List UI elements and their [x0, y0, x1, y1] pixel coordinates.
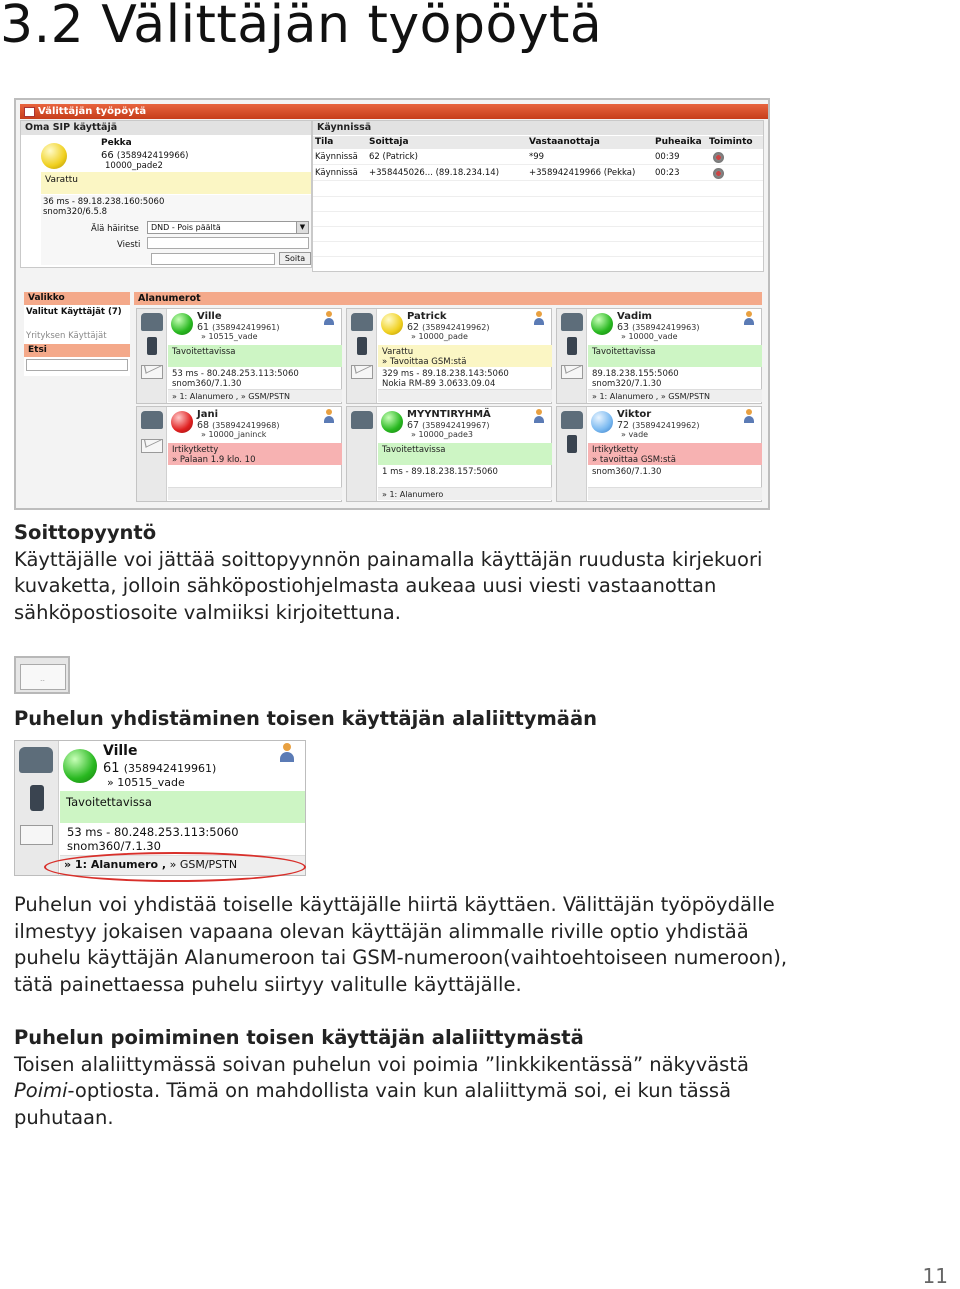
page-number: 11 [922, 1264, 948, 1288]
own-sip-panel [20, 120, 312, 268]
status-green-icon [591, 313, 613, 335]
mobile-phone-icon [30, 785, 44, 811]
envelope-icon[interactable] [561, 365, 583, 379]
card-info [592, 467, 661, 477]
row-puheaika: 00:23 [655, 168, 680, 178]
paragraph-line [14, 1078, 904, 1105]
card-info1: 1 ms - 89.18.238.157:5060 [382, 467, 498, 477]
card-gsm: (358942419968) [212, 421, 280, 430]
card-transfer-links[interactable]: » 1: Alanumero [378, 487, 552, 500]
card-info1: snom360/7.1.30 [592, 467, 662, 477]
card-name: Vadim [617, 311, 652, 322]
card-gsm: (358942419963) [632, 323, 700, 332]
card-sidebar [557, 407, 587, 501]
user-icon [533, 409, 545, 423]
desk-phone-icon[interactable] [561, 313, 583, 331]
mobile-phone-icon[interactable] [567, 337, 577, 355]
own-sip-header: Oma SIP käyttäjä [21, 121, 311, 135]
card-transfer-links[interactable] [378, 389, 552, 402]
card-status-band [168, 345, 342, 367]
section-title: Puhelun yhdistäminen toisen käyttäjän alaliittymään [14, 707, 598, 730]
dnd-label: Älä häiritse [91, 224, 139, 234]
mobile-phone-icon[interactable] [357, 337, 367, 355]
card-sidebar [137, 407, 167, 501]
card-status2: » tavoittaa GSM:stä [592, 455, 676, 465]
running-table-header [313, 136, 763, 149]
card-info [382, 467, 498, 477]
envelope-icon[interactable] [351, 365, 373, 379]
card-status-band [60, 791, 305, 823]
card-ext: » 10515_vade [107, 776, 185, 789]
divider [313, 211, 763, 212]
card-transfer-links[interactable]: » 1: Alanumero , » GSM/PSTN [168, 389, 342, 402]
paragraph-line: Toisen alaliittymässä soivan puhelun voi poimia ”linkkikentässä” näkyvästä [14, 1052, 749, 1076]
call-number-input[interactable] [151, 253, 275, 265]
search-header: Etsi [24, 344, 130, 357]
card-name: Patrick [407, 311, 447, 322]
own-user-name: Pekka [101, 138, 132, 148]
card-status: Irtikytketty [592, 445, 639, 455]
message-input[interactable] [147, 237, 309, 249]
section-call-request [14, 520, 904, 626]
card-status-band [588, 443, 762, 465]
envelope-icon [14, 656, 70, 694]
envelope-icon[interactable] [141, 439, 163, 453]
paragraph-line: puhelu käyttäjän Alanumeroon tai GSM-numeroon(vaihtoehtoiseen numeroon), [14, 946, 788, 969]
transfer-link-subnumber: » 1: Alanumero , [64, 858, 167, 871]
subnumbers-header: Alanumerot [134, 292, 762, 305]
row-soittaja: 62 (Patrick) [369, 152, 418, 162]
desk-phone-icon [19, 747, 53, 773]
status-red-icon [171, 411, 193, 433]
section-title: Soittopyyntö [14, 521, 157, 544]
own-status: Varattu [45, 175, 78, 185]
card-info [172, 369, 299, 389]
card-info [382, 369, 509, 389]
gear-icon[interactable] [713, 152, 724, 163]
emphasis-poimi: Poimi [14, 1079, 68, 1102]
card-number-value: 63 [617, 322, 630, 333]
window-title-bar [20, 104, 768, 119]
own-status-band [41, 172, 311, 194]
col-toiminto: Toiminto [709, 137, 753, 147]
message-label: Viesti [117, 240, 141, 250]
card-ext: » 10000_vade [621, 332, 678, 341]
dnd-select[interactable] [147, 221, 309, 234]
divider [313, 196, 763, 197]
card-name: MYYNTIRYHMÄ [407, 409, 491, 420]
card-sidebar [137, 309, 167, 403]
desk-phone-icon[interactable] [141, 313, 163, 331]
card-info1: 53 ms - 80.248.253.113:5060 [67, 825, 239, 839]
card-sidebar [347, 407, 377, 501]
card-status-band [378, 443, 552, 465]
card-status2: » Palaan 1.9 klo. 10 [172, 455, 256, 465]
own-number-value: 66 [101, 150, 114, 161]
gear-icon[interactable] [713, 168, 724, 179]
section-pickup [14, 1025, 904, 1131]
status-blue-icon [591, 411, 613, 433]
divider [313, 226, 763, 227]
status-green-icon [63, 749, 97, 783]
row-vastaanottaja: +358942419966 (Pekka) [529, 168, 636, 178]
card-ext: » 10000_janinck [201, 430, 267, 439]
card-number [103, 761, 216, 776]
user-card-patrick[interactable] [346, 308, 552, 404]
menu-header: Valikko [24, 292, 130, 305]
status-yellow-icon [41, 143, 67, 169]
table-row [313, 150, 763, 165]
card-status: Varattu [382, 347, 414, 357]
card-number-value: 68 [197, 420, 210, 431]
paragraph-line: tätä painettaessa puhelu siirtyy valitulle käyttäjälle. [14, 972, 522, 996]
paragraph-line: puhutaan. [14, 1105, 114, 1129]
envelope-icon[interactable] [141, 365, 163, 379]
card-gsm: (358942419961) [212, 323, 280, 332]
transfer-link-gsm: » GSM/PSTN [169, 858, 238, 871]
mobile-phone-icon[interactable] [147, 337, 157, 355]
user-icon [279, 743, 295, 763]
card-info2: Nokia RM-89 3.0633.09.04 [382, 379, 496, 389]
paragraph-line: Puhelun voi yhdistää toiselle käyttäjälle hiirtä käyttäen. Välittäjän työpöydälle [14, 893, 775, 916]
status-green-icon [171, 313, 193, 335]
card-status-band [168, 443, 342, 465]
user-card-viktor[interactable] [556, 406, 762, 502]
card-number-value: 72 [617, 420, 630, 431]
user-icon [743, 311, 755, 325]
card-ext: » 10515_vade [201, 332, 258, 341]
desk-phone-icon[interactable] [351, 411, 373, 429]
dispatcher-desktop-screenshot [14, 98, 770, 510]
own-gsm-value: (358942419966) [116, 151, 189, 161]
user-icon-head [283, 743, 291, 751]
paragraph-line: ilmestyy jokaisen vapaana olevan käyttäjän alimmalle riville optio yhdistää [14, 919, 749, 943]
menu-company-users[interactable]: Yrityksen Käyttäjät [26, 331, 107, 341]
user-card-vadim[interactable] [556, 308, 762, 404]
search-input[interactable] [26, 359, 128, 371]
status-yellow-icon [381, 313, 403, 335]
user-card-jani[interactable] [136, 406, 342, 502]
user-card-myyntiryhma[interactable] [346, 406, 552, 502]
page-heading: 3.2 Välittäjän työpöytä [0, 0, 603, 55]
section-transfer-text [14, 892, 904, 998]
card-ext: » vade [621, 430, 649, 439]
user-icon [323, 311, 335, 325]
paragraph-line-rest: -optiosta. Tämä on mahdollista vain kun alaliittymä soi, ei kun tässä [67, 1079, 732, 1102]
row-tila: Käynnissä [315, 152, 358, 162]
card-status: Tavoitettavissa [66, 795, 152, 809]
card-ext: » 10000_pade [411, 332, 468, 341]
card-status: Irtikytketty [172, 445, 219, 455]
col-soittaja: Soittaja [369, 137, 409, 147]
row-tila: Käynnissä [315, 168, 358, 178]
card-info2: snom320/7.1.30 [592, 379, 662, 389]
card-number-value: 67 [407, 420, 420, 431]
call-button[interactable]: Soita [279, 252, 311, 265]
card-transfer-links[interactable] [168, 487, 342, 500]
own-conn-line2: snom320/6.5.8 [43, 207, 108, 217]
card-gsm: (358942419962) [422, 323, 490, 332]
divider [313, 256, 763, 257]
paragraph-line: Käyttäjälle voi jättää soittopyynnön painamalla käyttäjän ruudusta kirjekuori [14, 547, 763, 571]
card-gsm: (358942419967) [422, 421, 490, 430]
card-number-value: 62 [407, 322, 420, 333]
user-card-ville[interactable] [136, 308, 342, 404]
window-title: Välittäjän työpöytä [38, 106, 147, 117]
dnd-select-value: DND - Pois päältä [151, 223, 221, 232]
highlight-oval [44, 852, 306, 882]
card-status2: » Tavoittaa GSM:stä [382, 357, 467, 367]
card-info1: 329 ms - 89.18.238.143:5060 [382, 369, 509, 379]
col-vastaanottaja: Vastaanottaja [529, 137, 600, 147]
own-conn-line1: 36 ms - 89.18.238.160:5060 [43, 197, 165, 207]
mobile-phone-icon[interactable] [567, 435, 577, 453]
card-info1: 89.18.238.155:5060 [592, 369, 679, 379]
paragraph-line: sähköpostiosoite valmiiksi kirjoitettuna. [14, 600, 401, 624]
desk-phone-icon[interactable] [351, 313, 373, 331]
card-gsm: (358942419961) [123, 762, 217, 775]
user-icon-body [280, 752, 294, 762]
card-transfer-links[interactable]: » 1: Alanumero , » GSM/PSTN [588, 389, 762, 402]
card-info [592, 369, 679, 389]
card-sidebar [347, 309, 377, 403]
card-name: Ville [103, 743, 138, 759]
desk-phone-icon[interactable] [561, 411, 583, 429]
card-gsm: (358942419962) [632, 421, 700, 430]
card-status: Tavoitettavissa [592, 347, 656, 357]
menu-selected-users[interactable]: Valitut Käyttäjät (7) [26, 307, 122, 317]
paragraph-line: kuvaketta, jolloin sähköpostiohjelmasta aukeaa uusi viesti vastaanottan [14, 574, 717, 597]
card-info1: 53 ms - 80.248.253.113:5060 [172, 369, 299, 379]
user-icon [743, 409, 755, 423]
col-tila: Tila [315, 137, 334, 147]
card-number-value: 61 [103, 761, 120, 776]
divider [313, 241, 763, 242]
card-name: Ville [197, 311, 222, 322]
table-row [313, 166, 763, 181]
card-name: Viktor [617, 409, 652, 420]
card-ext: » 10000_pade3 [411, 430, 473, 439]
chevron-down-icon: ▼ [296, 222, 308, 233]
card-info2: snom360/7.1.30 [67, 839, 161, 853]
row-soittaja: +358445026... (89.18.234.14) [369, 168, 500, 178]
card-status-band [378, 345, 552, 367]
user-icon [323, 409, 335, 423]
card-status: Tavoitettavissa [172, 347, 236, 357]
card-sidebar [15, 741, 59, 875]
own-user-ext: 10000_pade2 [105, 161, 163, 171]
card-number-value: 61 [197, 322, 210, 333]
envelope-icon [20, 825, 53, 845]
status-green-icon [381, 411, 403, 433]
card-status: Tavoitettavissa [382, 445, 446, 455]
card-sidebar [557, 309, 587, 403]
menu-panel [24, 292, 130, 376]
user-icon [533, 311, 545, 325]
row-vastaanottaja: *99 [529, 152, 545, 162]
card-info2: snom360/7.1.30 [172, 379, 242, 389]
col-puheaika: Puheaika [655, 137, 702, 147]
card-name: Jani [197, 409, 219, 420]
card-info [67, 825, 239, 853]
desk-phone-icon[interactable] [141, 411, 163, 429]
row-puheaika: 00:39 [655, 152, 680, 162]
running-header: Käynnissä [313, 121, 763, 135]
card-status-band [588, 345, 762, 367]
section-title: Puhelun poimiminen toisen käyttäjän alaliittymästä [14, 1026, 584, 1049]
running-calls-panel [312, 120, 764, 272]
card-transfer-links[interactable] [588, 487, 762, 500]
